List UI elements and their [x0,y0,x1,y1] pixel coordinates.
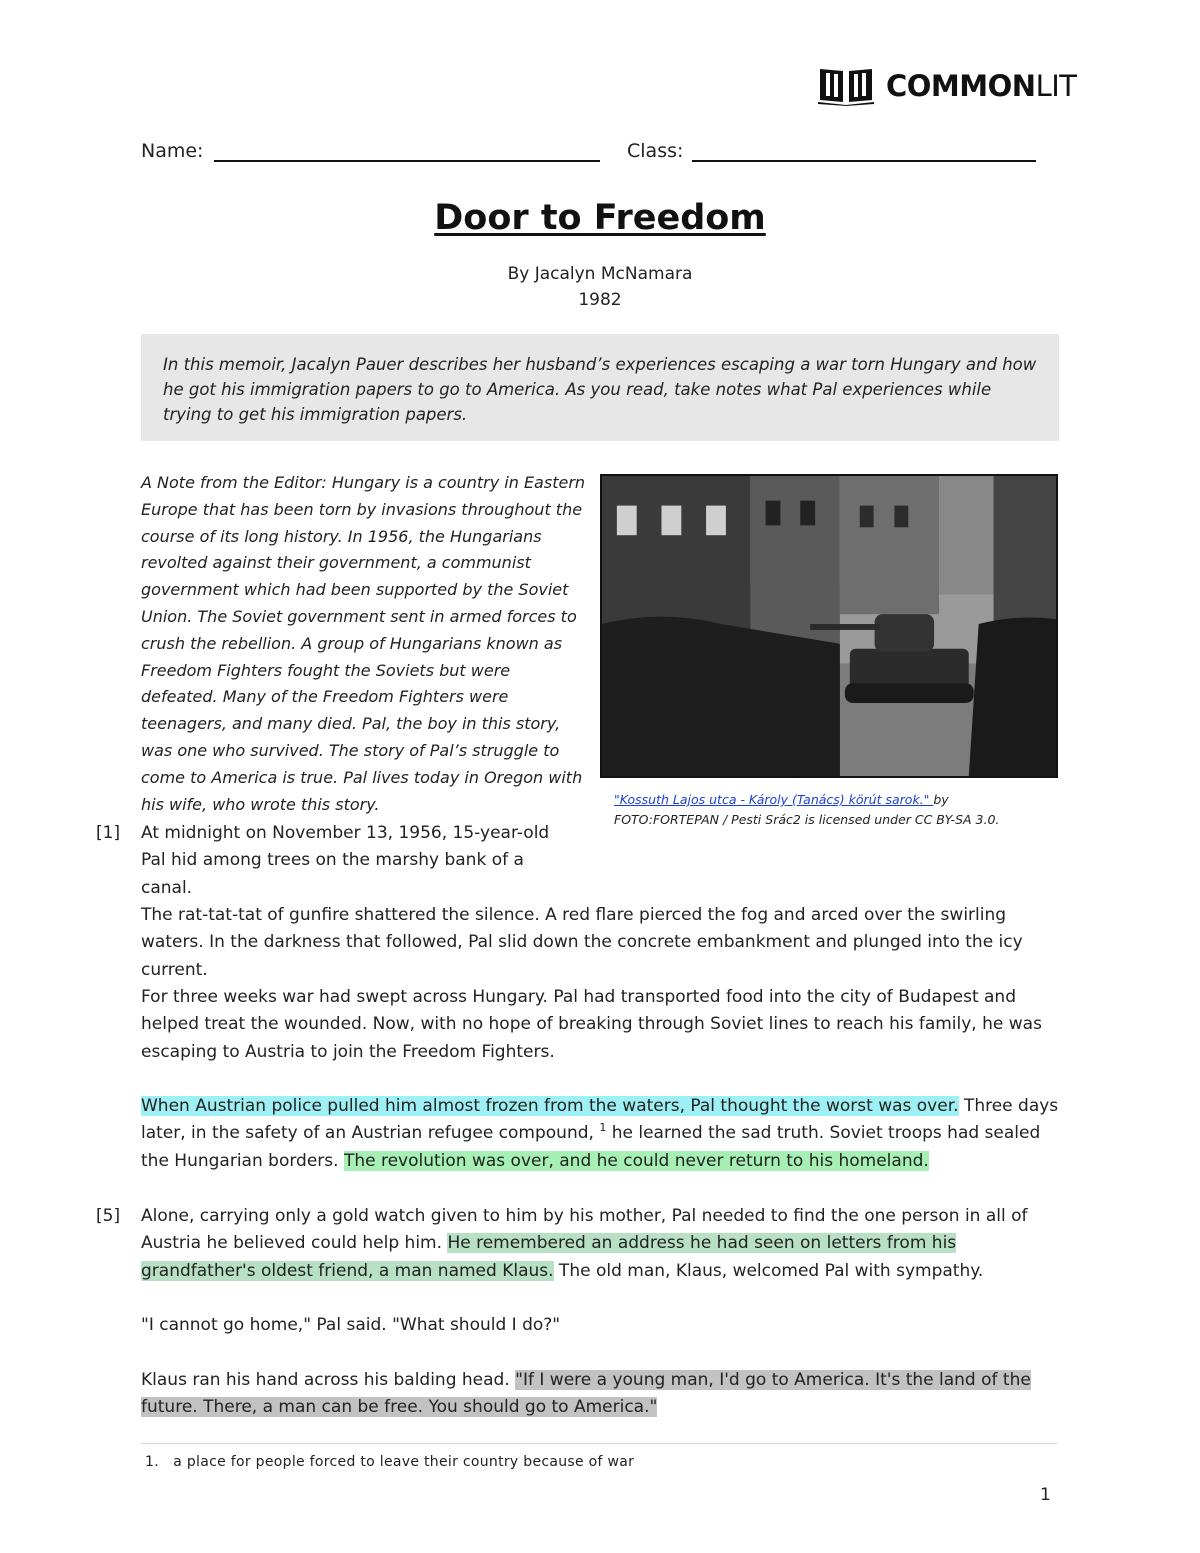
highlight-cyan: When Austrian police pulled him almost frozen from the waters, Pal thought the worst was over. [141,1096,959,1116]
photo-source-link[interactable]: "Kossuth Lajos utca - Károly (Tanács) körút sarok." [614,792,934,807]
paragraph-5: Alone, carrying only a gold watch given to him by his mother, Pal needed to find the one person in all of Austria he believed could help him. He remembered an address he had seen on letters from his grandfather's oldest friend, a man named Klaus. The old man, Klaus, welcomed Pal with sympathy. [141,1206,1028,1281]
publication-year: 1982 [578,290,622,310]
name-label: Name: [141,140,204,162]
highlight-gray: "If I were a young man, I'd go to America. It's the land of the future. There, a man can be free. You should go to America." [141,1370,1031,1418]
historical-photo [600,474,1058,778]
paragraph-7: Klaus ran his hand across his balding head. "If I were a young man, I'd go to America. It's the land of the future. There, a man can be free. You should go to America." [141,1370,1031,1418]
footnote-divider [141,1443,1058,1444]
footnote-ref-1: 1 [599,1121,607,1135]
class-label: Class: [627,140,684,162]
open-book-icon [818,66,874,106]
intro-text: In this memoir, Jacalyn Pauer describes her husband’s experiences escaping a war torn Hungary and how he got his immigration papers to go to America. As you read, take notes what Pal experiences while trying to get his immigration papers. [163,355,1037,424]
footnote-1: 1. a place for people forced to leave their country because of war [145,1454,635,1470]
paragraph-3: For three weeks war had swept across Hungary. Pal had transported food into the city of Budapest and helped treat the wounded. Now, with no hope of breaking through Soviet lines to reach his family, he was escaping to Austria to join the Freedom Fighters. [141,987,1042,1062]
paragraph-number-1: [1] [96,823,121,843]
intro-box [141,334,1059,441]
page-title: Door to Freedom [434,198,766,238]
paragraph-2: The rat-tat-tat of gunfire shattered the silence. A red flare pierced the fog and arced over the swirling waters. In the darkness that followed, Pal slid down the concrete embankment and plunged into the icy current. [141,905,1023,980]
paragraph-1: At midnight on November 13, 1956, 15-year-old Pal hid among trees on the marshy bank of a canal. [141,823,550,898]
paragraph-6: "I cannot go home," Pal said. "What should I do?" [141,1315,561,1335]
name-line [214,160,600,162]
highlight-green: The revolution was over, and he could never return to his homeland. [343,1150,929,1171]
commonlit-logo [818,66,1077,106]
brand-name: COMMONLIT [886,69,1077,103]
editor-note: A Note from the Editor: Hungary is a country in Eastern Europe that has been torn by invasions throughout the course of its long history. In 1956, the Hungarians revolted against their government, a communist government which had been supported by the Soviet Union. The Soviet government sent in armed forces to crush the rebellion. A group of Hungarians known as Freedom Fighters fought the Soviets but were defeated. Many of the Freedom Fighters were teenagers, and many died. Pal, the boy in this story, was one who survived. The story of Pal’s struggle to come to America is true. Pal lives today in Oregon with his wife, who wrote this story. [141,473,586,814]
photo-caption: "Kossuth Lajos utca - Károly (Tanács) körút sarok." by FOTO:FORTEPAN / Pesti Srác2 is licensed under CC BY-SA 3.0. [614,792,1000,827]
highlight-sage: He remembered an address he had seen on letters from his grandfather's oldest friend, a man named Klaus. [141,1233,957,1281]
paragraph-number-5: [5] [96,1206,121,1226]
author-byline: By Jacalyn McNamara [507,264,693,284]
page-number: 1 [1040,1485,1051,1505]
paragraph-4: When Austrian police pulled him almost frozen from the waters, Pal thought the worst was over. Three days later, in the safety of an Austrian refugee compound, $^1$ he learned the sad truth. Soviet troops had sealed the Hungarian borders. The revolution was over, and he could never return to his homeland. [141,1096,1059,1171]
class-line [692,160,1036,162]
